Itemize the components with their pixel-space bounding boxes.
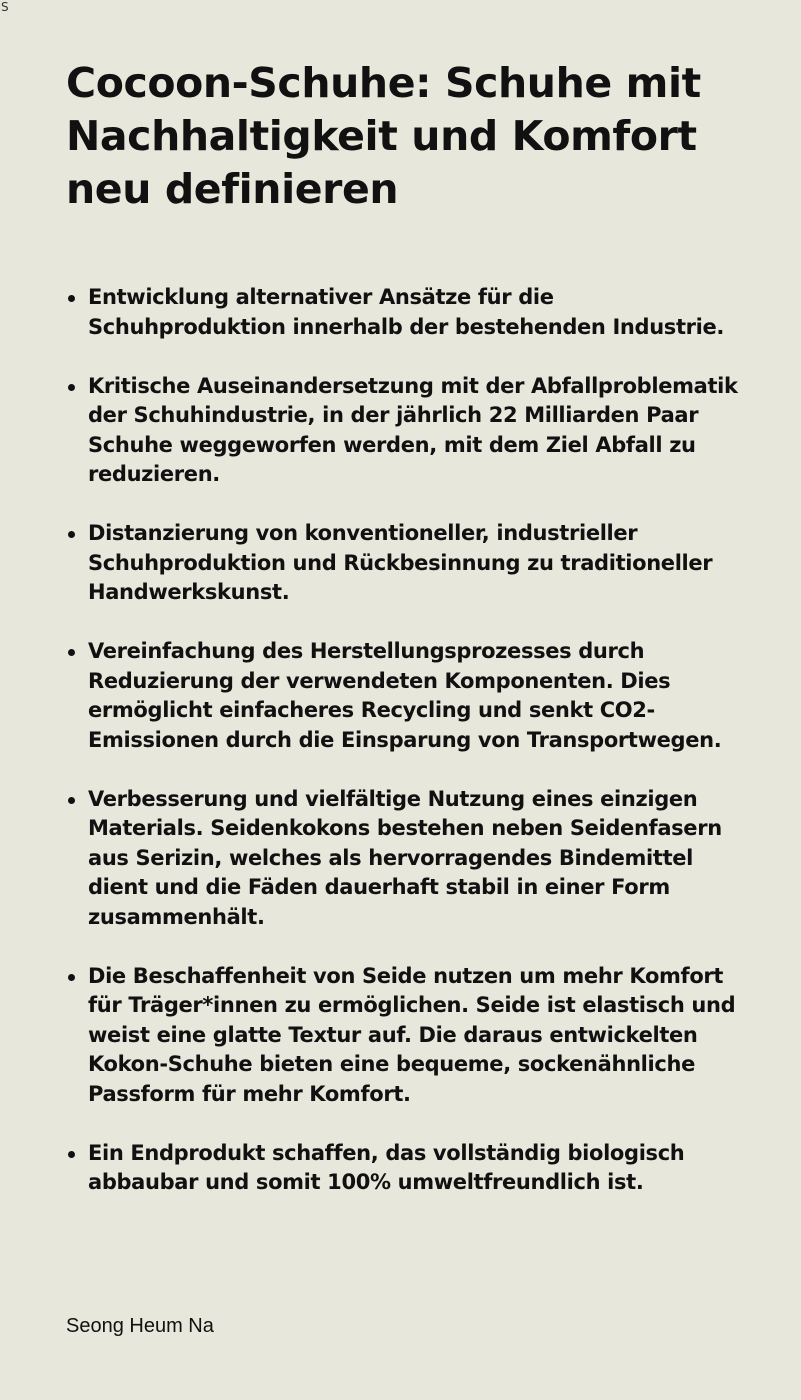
bullet-item — [66, 283, 756, 342]
bullet-dot-icon — [68, 295, 75, 302]
bullet-text: Kritische Auseinandersetzung mit der Abfallproblematik der Schuhindustrie, in der jährlich 22 Milliarden Paar Schuhe weggeworfen werden, mit dem Ziel Abfall zu reduzieren. — [88, 373, 738, 486]
bullet-dot-icon — [68, 797, 75, 804]
bullet-item — [66, 785, 756, 933]
bullet-text: Vereinfachung des Herstellungsprozesses durch Reduzierung der verwendeten Komponenten. Dies ermöglicht einfacheres Recycling und senkt CO2-Emissionen durch die Einsparung von Transportwegen. — [88, 639, 722, 752]
bullet-item — [66, 962, 756, 1110]
corner-mark: S — [1, 0, 9, 14]
bullet-text: Entwicklung alternativer Ansätze für die Schuhproduktion innerhalb der bestehenden Industrie. — [88, 285, 725, 339]
bullet-dot-icon — [68, 1151, 75, 1158]
bullet-dot-icon — [68, 384, 75, 391]
bullet-item — [66, 1139, 756, 1198]
bullet-list — [66, 283, 756, 1227]
bullet-text: Verbesserung und vielfältige Nutzung eines einzigen Materials. Seidenkokons bestehen neben Seidenfasern aus Serizin, welches als hervorragendes Bindemittel dient und die Fäden dauerhaft stabil in einer Form zusammenhält. — [88, 786, 722, 929]
bullet-item — [66, 637, 756, 755]
bullet-dot-icon — [68, 974, 75, 981]
bullet-text: Distanzierung von konventioneller, industrieller Schuhproduktion und Rückbesinnung zu traditioneller Handwerkskunst. — [88, 521, 713, 604]
bullet-text: Ein Endprodukt schaffen, das vollständig biologisch abbaubar und somit 100% umweltfreundlich ist. — [88, 1140, 685, 1194]
page-title: Cocoon-Schuhe: Schuhe mit Nachhaltigkeit und Komfort neu definieren — [66, 59, 701, 213]
bullet-item — [66, 372, 756, 490]
bullet-dot-icon — [68, 531, 75, 538]
bullet-dot-icon — [68, 649, 75, 656]
author-name: Seong Heum Na — [66, 1315, 214, 1337]
bullet-text: Die Beschaffenheit von Seide nutzen um mehr Komfort für Träger*innen zu ermöglichen. Seide ist elastisch und weist eine glatte Textur auf. Die daraus entwickelten Kokon-Schuhe bieten eine bequeme, sockenähnliche Passform für mehr Komfort. — [88, 963, 736, 1106]
bullet-item — [66, 519, 756, 608]
